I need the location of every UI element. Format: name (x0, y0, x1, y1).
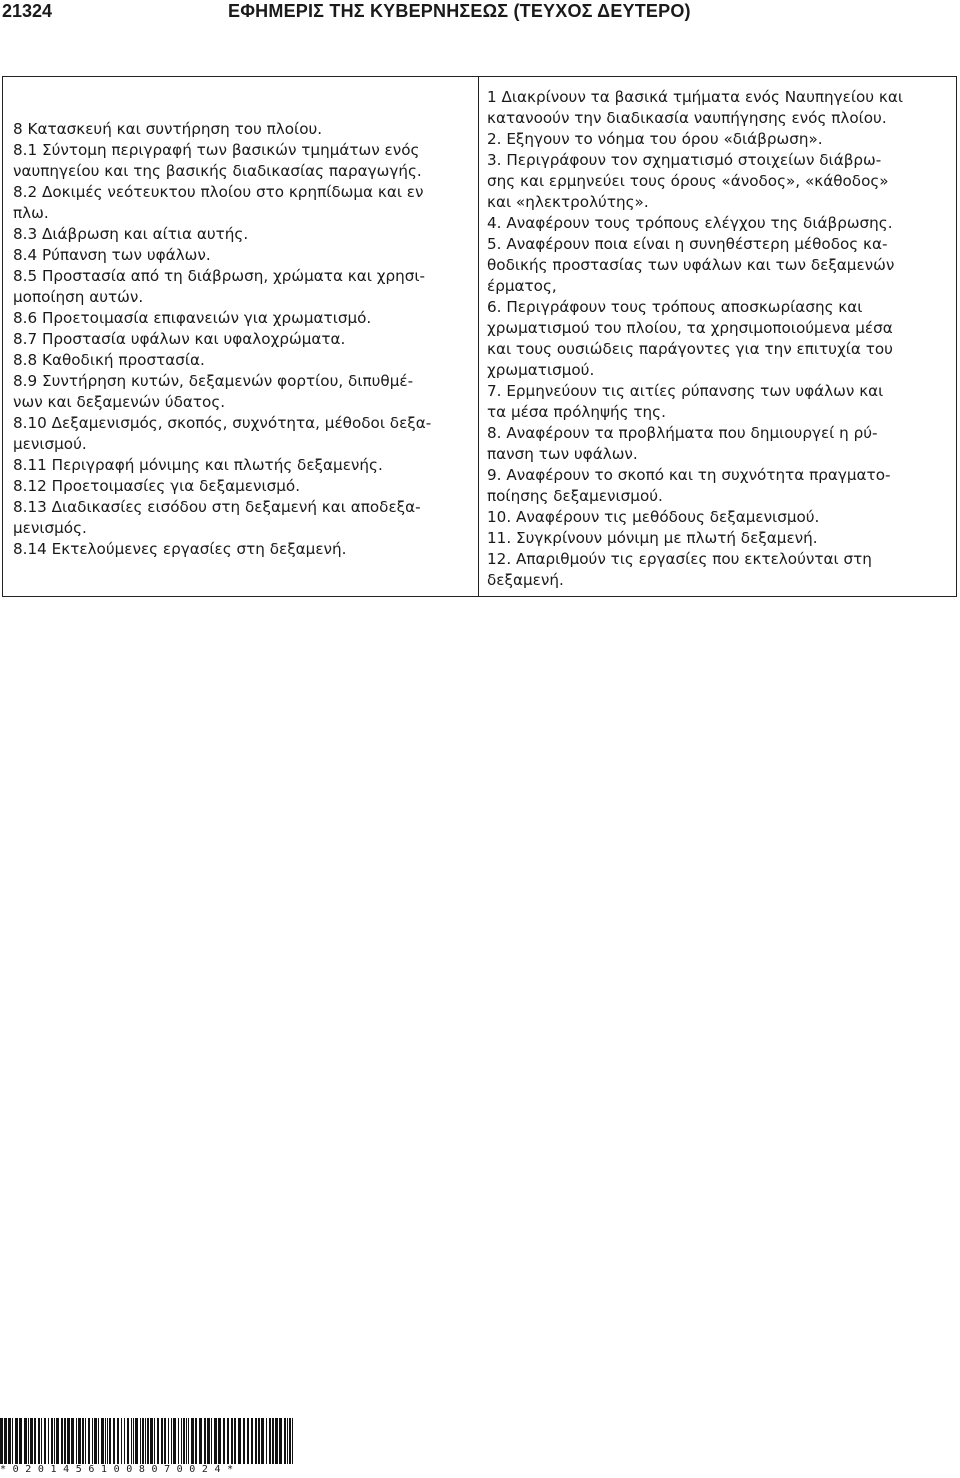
text-line: 2. Εξηγουν το νόημα του όρου «διάβρωση». (487, 130, 823, 148)
barcode-bar (272, 1418, 274, 1464)
barcode-bar (54, 1418, 55, 1464)
text-line: ποίησης δεξαμενισμού. (487, 487, 663, 505)
text-line: έρματος, (487, 277, 557, 295)
barcode-bar (19, 1418, 22, 1464)
text-line: και «ηλεκτρολύτης». (487, 193, 649, 211)
text-line: χρωματισμού. (487, 361, 595, 379)
barcode-bar (71, 1418, 74, 1464)
barcode-bar (145, 1418, 146, 1464)
text-line: 8.2 Δοκιμές νεότευκτου πλοίου στο κρηπίδωμα και εν (13, 183, 424, 201)
barcode-bar (214, 1418, 217, 1464)
barcode-bar (117, 1418, 119, 1464)
barcode-bar (211, 1418, 212, 1464)
barcode-bar (284, 1418, 286, 1464)
barcode-bar (188, 1418, 189, 1464)
text-line: πανση των υφάλων. (487, 445, 638, 463)
barcode-bar (223, 1418, 225, 1464)
text-line: μενισμού. (13, 435, 87, 453)
barcode-bar (101, 1418, 104, 1464)
barcode-bar (38, 1418, 40, 1464)
barcode-bar (56, 1418, 59, 1464)
barcode-bar (234, 1418, 236, 1464)
barcode-bar (41, 1418, 42, 1464)
barcode-bar (199, 1418, 202, 1464)
barcode-bar (48, 1418, 49, 1464)
barcode-bar (85, 1418, 86, 1464)
right-column (487, 87, 952, 591)
barcode-bar (178, 1418, 179, 1464)
barcode-bar (124, 1418, 125, 1464)
text-line: νων και δεξαμενών ύδατος. (13, 393, 226, 411)
barcode-bar (292, 1418, 293, 1464)
barcode-bar (251, 1418, 253, 1464)
barcode-bar (247, 1418, 249, 1464)
barcode-bar (109, 1418, 111, 1464)
barcode-bar (231, 1418, 233, 1464)
barcode-text: *02014561008070024* (0, 1464, 240, 1475)
text-line: κατανοούν την διαδικασία ναυπήγησης ενός πλοίου. (487, 109, 887, 127)
left-column (13, 119, 475, 560)
text-line: 12. Απαριθμούν τις εργασίες που εκτελούνται στη (487, 550, 872, 568)
text-line: 8.8 Καθοδική προστασία. (13, 351, 205, 369)
barcode-bar (133, 1418, 134, 1464)
text-line: 1 Διακρίνουν τα βασικά τμήματα ενός Ναυπηγείου και (487, 88, 903, 106)
barcode-bar (78, 1418, 81, 1464)
barcode-bar (12, 1418, 13, 1464)
text-line: 10. Αναφέρουν τις μεθόδους δεξαμενισμού. (487, 508, 820, 526)
text-line: 8.11 Περιγραφή μόνιμης και πλωτής δεξαμενής. (13, 456, 383, 474)
text-line: σης και ερμηνεύει τους όρους «άνοδος», «κάθοδος» (487, 172, 889, 190)
text-line: 8 Κατασκευή και συντήρηση του πλοίου. (13, 120, 323, 138)
text-line: θοδικής προστασίας των υφάλων και των δεξαμενών (487, 256, 895, 274)
text-line: 11. Συγκρίνουν μόνιμη με πλωτή δεξαμενή. (487, 529, 818, 547)
text-line: 7. Ερμηνεύουν τις αιτίες ρύπανσης των υφάλων και (487, 382, 884, 400)
text-line: τα μέσα πρόληψής της. (487, 403, 666, 421)
barcode-bar (98, 1418, 99, 1464)
text-line: χρωματισμού του πλοίου, τα χρησιμοποιούμενα μέσα (487, 319, 893, 337)
text-line: 4. Αναφέρουν τους τρόπους ελέγχου της διάβρωσης. (487, 214, 893, 232)
barcode-bar (30, 1418, 33, 1464)
barcode-bar (44, 1418, 46, 1464)
barcode-bar (186, 1418, 187, 1464)
text-line: 8.9 Συντήρηση κυτών, δεξαμενών φορτίου, διπυθμέ- (13, 372, 414, 390)
barcode-bar (279, 1418, 282, 1464)
barcode-bar (195, 1418, 197, 1464)
barcode-bar (289, 1418, 291, 1464)
barcode-bar (76, 1418, 77, 1464)
barcode-bar (171, 1418, 172, 1464)
barcode-bar (67, 1418, 70, 1464)
journal-title: ΕΦΗΜΕΡΙΣ ΤΗΣ ΚΥΒΕΡΝΗΣΕΩΣ (ΤΕΥΧΟΣ ΔΕΥΤΕΡΟ) (228, 1, 691, 21)
barcode-bar (4, 1418, 7, 1464)
text-line: 8.12 Προετοιμασίες για δεξαμενισμό. (13, 477, 301, 495)
barcode-bar (266, 1418, 267, 1464)
barcode-bar (255, 1418, 257, 1464)
barcode-bar (142, 1418, 144, 1464)
barcode-bar (82, 1418, 84, 1464)
barcode-bar (64, 1418, 66, 1464)
text-line: ναυπηγείου και της βασικής διαδικασίας παραγωγής. (13, 162, 422, 180)
barcode-bar (61, 1418, 63, 1464)
barcode-bar (261, 1418, 264, 1464)
text-line: δεξαμενή. (487, 571, 564, 589)
text-line: 8.13 Διαδικασίες εισόδου στη δεξαμενή και αποδεξα- (13, 498, 421, 516)
text-line: πλω. (13, 204, 49, 222)
text-line: 8.10 Δεξαμενισμός, σκοπός, συχνότητα, μέθοδοι δεξα- (13, 414, 432, 432)
text-line: 8.3 Διάβρωση και αίτια αυτής. (13, 225, 249, 243)
barcode-bar (269, 1418, 271, 1464)
content-table (2, 76, 957, 597)
barcode-bar (204, 1418, 206, 1464)
barcode-bar (107, 1418, 108, 1464)
text-line: 5. Αναφέρουν ποια είναι η συνηθέστερη μέθοδος κα- (487, 235, 888, 253)
text-line: και τους ουσιώδεις παράγοντες για την επιτυχία του (487, 340, 893, 358)
barcode-bar (135, 1418, 138, 1464)
barcode-bar (0, 1418, 3, 1464)
text-line: 3. Περιγράφουν τον σχηματισμό στοιχείων διάβρω- (487, 151, 882, 169)
barcode-bar (92, 1418, 93, 1464)
barcode-bar (157, 1418, 159, 1464)
barcode-bar (24, 1418, 27, 1464)
barcode-bar (34, 1418, 36, 1464)
barcode-bar (181, 1418, 182, 1464)
barcode-bar (227, 1418, 229, 1464)
text-line: 8. Αναφέρουν τα προβλήματα που δημιουργεί η ρύ- (487, 424, 878, 442)
barcode-bar (258, 1418, 260, 1464)
barcode-bar (127, 1418, 129, 1464)
column-divider (478, 76, 479, 597)
barcode-bar (131, 1418, 132, 1464)
text-line: 8.7 Προστασία υφάλων και υφαλοχρώματα. (13, 330, 346, 348)
barcode-bar (173, 1418, 176, 1464)
text-line: 8.5 Προστασία από τη διάβρωση, χρώματα και χρησι- (13, 267, 425, 285)
barcode-bar (183, 1418, 185, 1464)
barcode-bar (218, 1418, 221, 1464)
barcode-bar (105, 1418, 106, 1464)
barcode-bar (275, 1418, 278, 1464)
barcode-bar (94, 1418, 97, 1464)
barcode-bar (88, 1418, 90, 1464)
barcode-bar (164, 1418, 166, 1464)
barcode-bar (121, 1418, 122, 1464)
barcode-bar (161, 1418, 163, 1464)
barcode-bar (243, 1418, 245, 1464)
barcode-bar (140, 1418, 141, 1464)
barcode-bar (191, 1418, 194, 1464)
barcode-bar (168, 1418, 169, 1464)
barcode-bar (8, 1418, 11, 1464)
text-line: μοποίηση αυτών. (13, 288, 144, 306)
barcode-bar (154, 1418, 155, 1464)
text-line: 8.4 Ρύπανση των υφάλων. (13, 246, 211, 264)
barcode-bar (207, 1418, 210, 1464)
barcode-bar (28, 1418, 29, 1464)
text-line: 8.6 Προετοιμασία επιφανειών για χρωματισμό. (13, 309, 372, 327)
barcode (0, 1418, 295, 1468)
barcode-bar (147, 1418, 149, 1464)
page-header (0, 0, 960, 34)
barcode-bar (113, 1418, 115, 1464)
text-line: 9. Αναφέρουν το σκοπό και τη συχνότητα πραγματο- (487, 466, 891, 484)
text-line: 8.14 Εκτελούμενες εργασίες στη δεξαμενή. (13, 540, 347, 558)
barcode-bar (150, 1418, 153, 1464)
text-line: 8.1 Σύντομη περιγραφή των βασικών τμημάτων ενός (13, 141, 420, 159)
barcode-bar (238, 1418, 241, 1464)
barcode-bar (287, 1418, 288, 1464)
barcode-bar (51, 1418, 53, 1464)
barcode-bar (15, 1418, 18, 1464)
text-line: 6. Περιγράφουν τους τρόπους αποσκωρίασης και (487, 298, 863, 316)
page-number: 21324 (2, 1, 53, 21)
text-line: μενισμός. (13, 519, 87, 537)
